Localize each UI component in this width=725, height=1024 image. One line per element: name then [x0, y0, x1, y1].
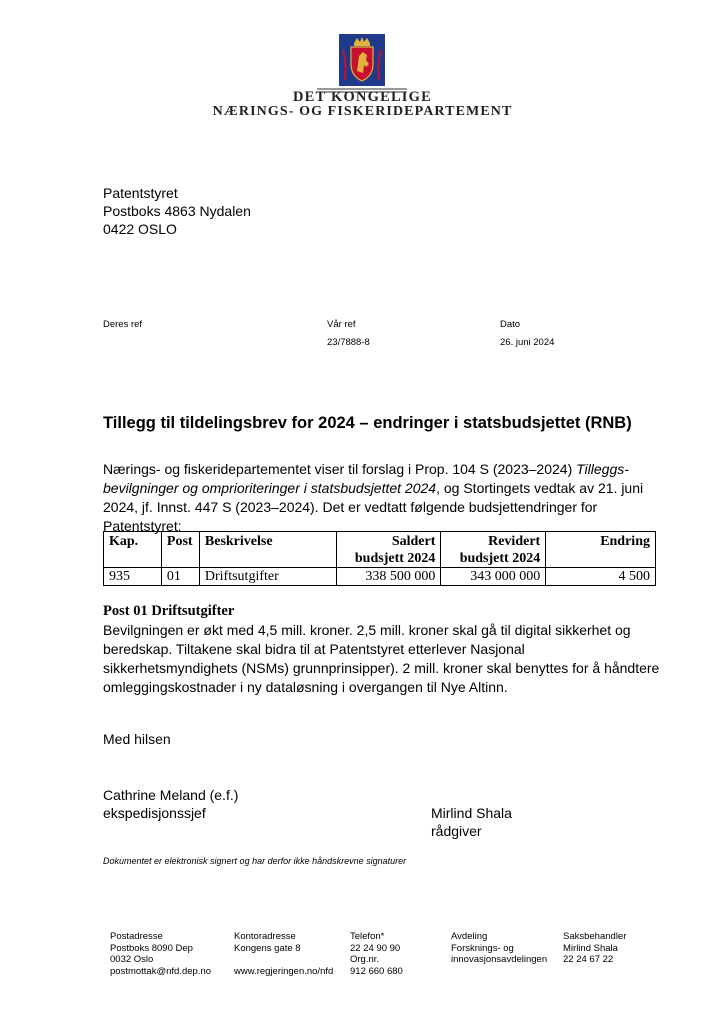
var-ref-label: Vår ref: [327, 319, 356, 330]
header-post: Post: [161, 532, 199, 568]
greeting: Med hilsen: [103, 731, 171, 747]
cell-kap: 935: [104, 568, 162, 586]
budget-table: [103, 531, 656, 586]
department-name-line1: DET KONGELIGE: [292, 89, 433, 105]
header-revidert-line2: budsjett 2024: [459, 551, 541, 566]
header-kap: Kap.: [104, 532, 162, 568]
cell-revidert: 343 000 000: [441, 568, 546, 586]
intro-paragraph: [103, 460, 663, 536]
signature-block-2: [431, 804, 512, 840]
header-endring: Endring: [546, 532, 656, 568]
header-saldert: [336, 532, 441, 568]
footer-postadresse-label: Postadresse: [110, 931, 163, 942]
header-saldert-line2: budsjett 2024: [354, 551, 436, 566]
footer-avdeling: [451, 931, 547, 966]
footer-kontoradresse: [234, 931, 333, 977]
coat-of-arms-logo: [339, 34, 385, 86]
footer-saksbehandler-phone: 22 24 67 22: [563, 954, 614, 965]
intro-text-2: , og Stortingets vedtak av 21. juni 2024, jf. Innst. 447 S (2023–2024). Det er vedtatt følgende budsjettendringer for Patentstyret:: [103, 480, 644, 534]
footer-telefon-label: Telefon*: [350, 931, 385, 942]
recipient-name: Patentstyret: [103, 185, 178, 201]
footer-postadresse-line: Postboks 8090 Dep: [110, 942, 193, 954]
header-revidert-line1: Revidert: [488, 534, 541, 549]
signer2-title: rådgiver: [431, 823, 482, 839]
cell-endring: 4 500: [546, 568, 656, 586]
footer-kontoradresse-line: [234, 954, 333, 966]
signer1-name: Cathrine Meland (e.f.): [103, 787, 239, 803]
footer-saksbehandler-name: Mirlind Shala: [563, 942, 618, 954]
table-row: [104, 568, 656, 586]
recipient-address: [103, 184, 251, 238]
cell-saldert: 338 500 000: [336, 568, 441, 586]
footer-avdeling-line: innovasjonsavdelingen: [451, 954, 548, 965]
table-header-row: [104, 532, 656, 568]
header-beskrivelse: Beskrivelse: [199, 532, 336, 568]
recipient-street: Postboks 4863 Nydalen: [103, 203, 251, 219]
footer-postadresse: [110, 931, 211, 977]
footer-telefon-number: 22 24 90 90: [350, 942, 401, 954]
post-heading: Post 01 Driftsutgifter: [103, 603, 235, 619]
footer-avdeling-line: Forsknings- og: [451, 942, 514, 954]
header-revidert: [441, 532, 546, 568]
deres-ref-label: Deres ref: [103, 319, 143, 330]
cell-post: 01: [161, 568, 199, 586]
footer-website: www.regjeringen.no/nfd: [234, 965, 334, 977]
footer-orgnr-value: 912 660 680: [350, 965, 403, 977]
footer-kontoradresse-label: Kontoradresse: [234, 931, 296, 942]
intro-italic-title: Tilleggs-bevilgninger og omprioriteringer i statsbudsjettet 2024: [103, 461, 629, 496]
signer2-name: Mirlind Shala: [431, 805, 512, 821]
var-ref-value: 23/7888-8: [327, 337, 370, 348]
dato-label: Dato: [500, 319, 521, 330]
header-saldert-line1: Saldert: [391, 534, 436, 549]
footer-avdeling-label: Avdeling: [451, 931, 488, 942]
signer1-title: ekspedisjonssjef: [103, 805, 206, 821]
letter-title: Tillegg til tildelingsbrev for 2024 – endringer i statsbudsjettet (RNB): [103, 414, 632, 432]
footer-saksbehandler-label: Saksbehandler: [563, 931, 627, 942]
footer-orgnr-label: Org.nr.: [350, 954, 380, 965]
footer-postadresse-line: 0032 Oslo: [110, 954, 154, 965]
signature-note: Dokumentet er elektronisk signert og har derfor ikke håndskrevne signaturer: [103, 856, 407, 866]
footer-email: postmottak@nfd.dep.no: [110, 965, 212, 977]
post-body: Bevilgningen er økt med 4,5 mill. kroner. 2,5 mill. kroner skal gå til digital sikkerhet og beredskap. Tiltakene skal bidra til at Patentstyret etterlever Nasjonal sikkerhetsmyndighets (NSMs) grunnprinsipper). 2 mill. kroner skal benyttes for å håndtere omleggingskostnader i ny dataløsning i overgangen til Nye Altinn.: [103, 622, 660, 695]
footer-kontoradresse-line: Kongens gate 8: [234, 942, 301, 954]
intro-text-1: Nærings- og fiskeridepartementet viser til forslag i Prop. 104 S (2023–2024): [103, 461, 577, 477]
footer-telefon: [350, 931, 403, 977]
department-name-line2: NÆRINGS- OG FISKERIDEPARTEMENT: [212, 104, 513, 119]
recipient-city: 0422 OSLO: [103, 221, 177, 237]
signature-block-1: [103, 786, 238, 822]
cell-beskrivelse: Driftsutgifter: [199, 568, 336, 586]
footer-saksbehandler: [563, 931, 626, 966]
dato-value: 26. juni 2024: [500, 337, 555, 348]
